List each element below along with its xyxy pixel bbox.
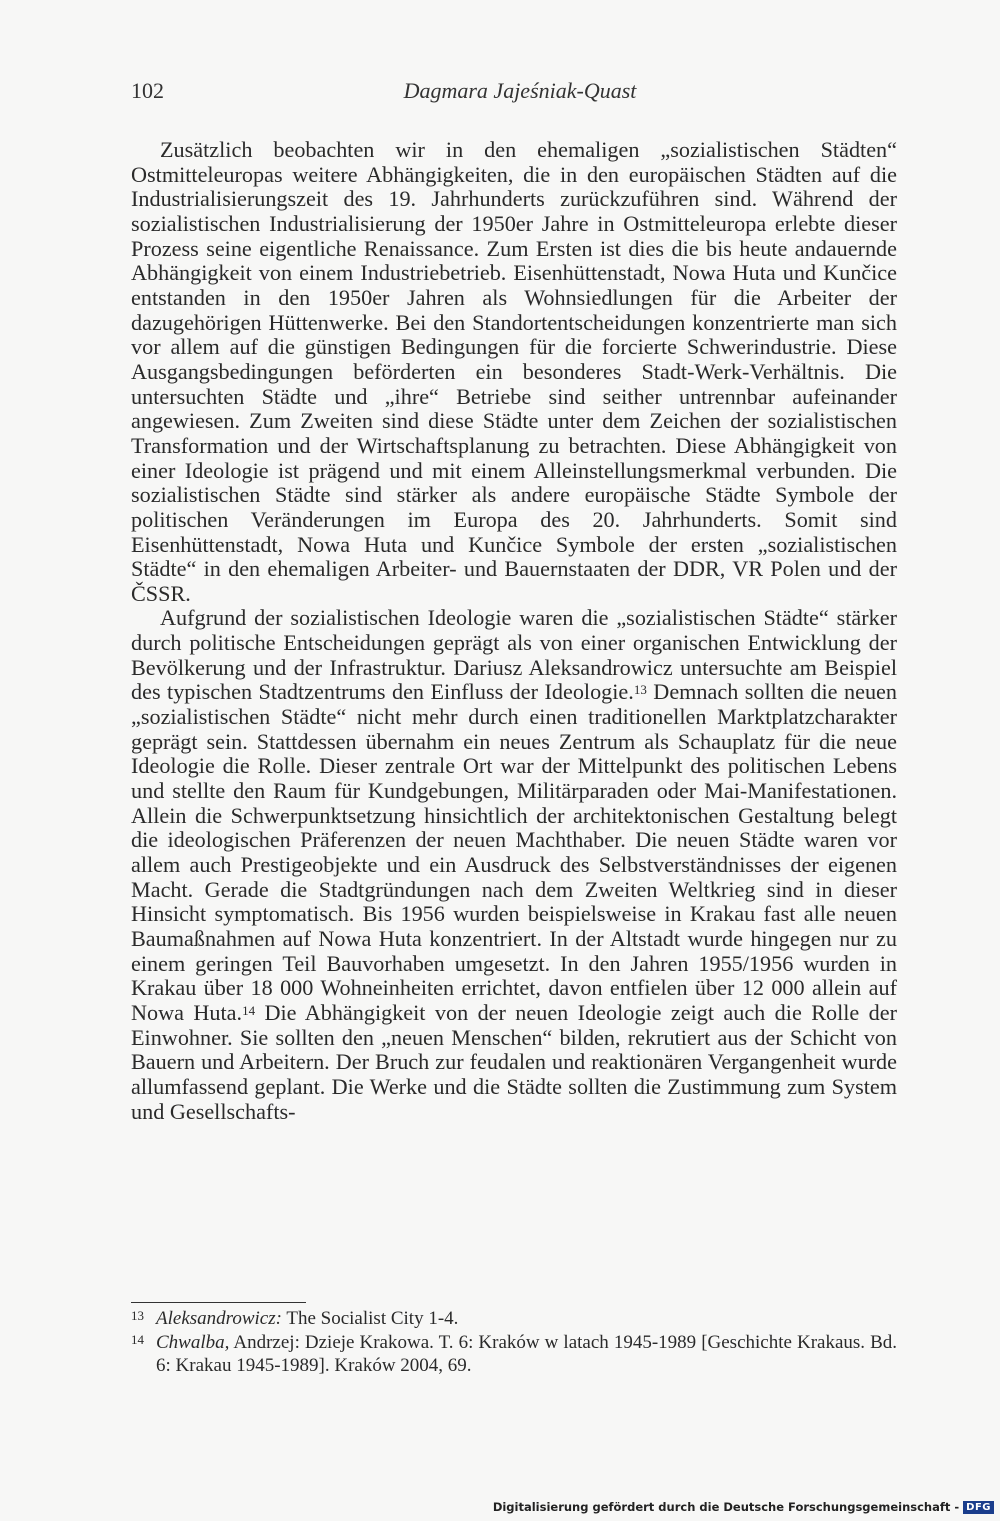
body-text — [131, 138, 897, 1124]
page-number: 102 — [131, 78, 164, 103]
footnote-text: Andrzej: Dzieje Krakowa. T. 6: Kraków w latach 1945-1989 [Geschichte Krakaus. Bd. 6: Krakau 1945-1989]. Kraków 2004, 69. — [156, 1331, 897, 1376]
paragraph-2: Aufgrund der sozialistischen Ideologie waren die „sozialistischen Städte“ stärker durch politische Entscheidungen geprägt als von einer organischen Entwicklung der Bevölkerung und der Infrastruktur. Dariusz Aleksandrowicz untersuchte am Beispiel des typischen Stadtzentrums den Einfluss der Ideologie.$^{13}$ Demnach sollten die neuen „sozialistischen Städte“ nicht mehr durch einen traditionellen Marktplatzcharakter geprägt sein. Stattdessen übernahm ein neues Zentrum als Schauplatz für die neue Ideologie die Rolle. Dieser zentrale Ort war der Mittelpunkt des politischen Lebens und stellte den Raum für Kundgebungen, Militärparaden oder Mai-Manifestationen. Allein die Schwerpunktsetzung hinsichtlich der architektonischen Gestaltung belegt die ideologischen Präferenzen der neuen Machthaber. Die neuen Städte waren vor allem auch Prestigeobjekte und ein Ausdruck des Selbstverständnisses der eigenen Macht. Gerade die Stadtgründungen nach dem Zweiten Weltkrieg sind in dieser Hinsicht symptomatisch. Bis 1956 wurden beispielsweise in Krakau fast alle neuen Baumaßnahmen auf Nowa Huta konzentriert. In der Altstadt wurde hingegen nur zu einem geringen Teil Bauvorhaben umgesetzt. In den Jahren 1955/1956 wurden in Krakau über 18 000 Wohneinheiten errichtet, davon entfielen über 12 000 allein auf Nowa Huta.$^{14}$ Die Abhängigkeit von der neuen Ideologie zeigt auch die Rolle der Einwohner. Sie sollten den „neuen Menschen“ bilden, rekrutiert aus der Schicht von Bauern und Arbeitern. Der Bruch zur feudalen und reaktionären Vergangenheit wurde allumfassend geplant. Die Werke und die Städte sollten die Zustimmung zum System und Gesellschafts- — [131, 605, 898, 1124]
running-head: Dagmara Jajeśniak-Quast — [403, 78, 637, 103]
footnote-ref-14[interactable]: 14 — [242, 1002, 256, 1018]
footnotes — [131, 1307, 897, 1378]
footnote-number: 13 — [131, 1308, 144, 1323]
paragraph-1: Zusätzlich beobachten wir in den ehemaligen „sozialistischen Städten“ Ostmitteleuropas weitere Abhängigkeiten, die in den europäischen Städten auf die Industrialisierungszeit des 19. Jahrhunderts zurückzuführen sind. Während der sozialistischen Industrialisierung der 1950er Jahre in Ostmitteleuropa erlebte dieser Prozess seine eigentliche Renaissance. Zum Ersten ist dies die bis heute andauernde Abhängigkeit von einem Industriebetrieb. Eisenhüttenstadt, Nowa Huta und Kunčice entstanden in den 1950er Jahren als Wohnsiedlungen für die Arbeiter der dazugehörigen Hüttenwerke. Bei den Standortentscheidungen konzentrierte man sich vor allem auf die günstigen Bedingungen für die forcierte Schwerindustrie. Diese Ausgangsbedingungen beförderten ein besonderes Stadt-Werk-Verhältnis. Die untersuchten Städte und „ihre“ Betriebe sind seither untrennbar aufeinander angewiesen. Zum Zweiten sind diese Städte unter dem Zeichen der sozialistischen Transformation und der Wirtschaftsplanung zu betrachten. Diese Abhängigkeit von einer Ideologie ist prägend und mit einem Alleinstellungsmerkmal verbunden. Die sozialistischen Städte sind stärker als andere europäische Städte Symbole der politischen Veränderungen im Europa des 20. Jahrhunderts. Somit sind Eisenhüttenstadt, Nowa Huta und Kunčice Symbole der ersten „sozialistischen Städte“ in den ehemaligen Arbeiter- und Bauernstaaten der DDR, VR Polen und der ČSSR. — [131, 137, 897, 606]
footnote-author: Chwalba, — [156, 1331, 230, 1353]
footnote-ref-13[interactable]: 13 — [633, 682, 647, 698]
footnote-13 — [131, 1307, 897, 1331]
footnote-author: Aleksandrowicz: — [156, 1308, 282, 1329]
credit-text: Digitalisierung gefördert durch die Deutsche Forschungsgemeinschaft - — [492, 1500, 960, 1514]
footnote-14 — [131, 1331, 897, 1378]
footnote-divider — [131, 1302, 306, 1303]
footnote-text: The Socialist City 1-4. — [281, 1308, 459, 1329]
footnote-number: 14 — [131, 1331, 144, 1347]
dfg-logo-icon: DFG — [963, 1501, 994, 1514]
digitization-credit — [493, 1500, 994, 1514]
